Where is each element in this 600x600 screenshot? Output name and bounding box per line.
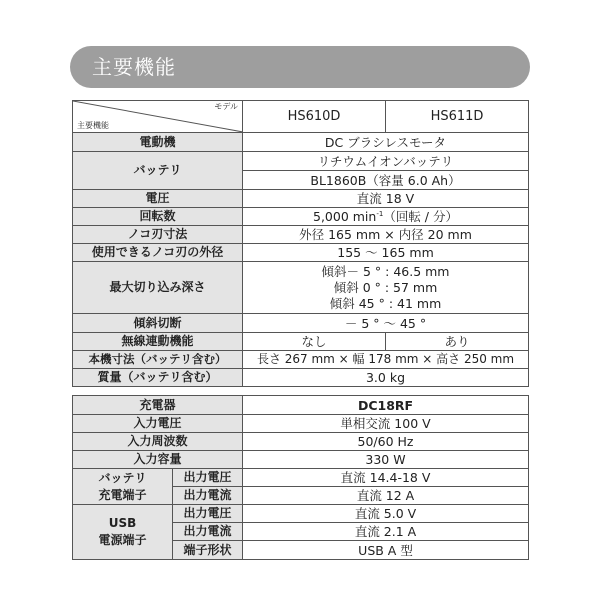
charger-table	[72, 395, 529, 560]
mass-value: 3.0 kg	[243, 369, 529, 387]
table-row	[73, 351, 529, 369]
usb-out-current-value: 直流 2.1 A	[243, 523, 529, 541]
table-row	[73, 262, 529, 314]
cut-depth-0: 傾斜 0 ° : 57 mm	[333, 279, 438, 295]
section-banner	[70, 46, 530, 88]
battery-terminal-line2: 充電端子	[98, 487, 147, 502]
bevel-label: 傾斜切断	[73, 314, 243, 333]
battery-value-type: リチウムイオンバッテリ	[243, 152, 529, 171]
model-hs610d: HS610D	[243, 101, 386, 133]
table-row	[73, 244, 529, 262]
cut-depth-minus5: 傾斜－ 5 ° : 46.5 mm	[321, 263, 450, 279]
model-hs611d: HS611D	[386, 101, 529, 133]
usb-out-voltage-label: 出力電圧	[173, 505, 243, 523]
speed-exponent: -1	[376, 209, 384, 218]
table-row	[73, 133, 529, 152]
blade-size-label: ノコ刃寸法	[73, 226, 243, 244]
usb-terminal-group-label	[73, 505, 173, 560]
section-title: 主要機能	[92, 55, 176, 79]
usb-shape-label: 端子形状	[173, 541, 243, 560]
dimensions-label: 本機寸法（バッテリ含む）	[73, 351, 243, 369]
header-row	[73, 101, 529, 133]
dimensions-value: 長さ 267 mm × 幅 178 mm × 高さ 250 mm	[243, 351, 529, 369]
table-row	[73, 469, 529, 487]
table-row	[73, 505, 529, 523]
battery-value-model: BL1860B（容量 6.0 Ah）	[243, 171, 529, 190]
table-row	[73, 396, 529, 415]
blade-diameter-label: 使用できるノコ刃の外径	[73, 244, 243, 262]
usb-terminal-line1: USB	[108, 516, 137, 530]
input-capacity-label: 入力容量	[73, 451, 243, 469]
motor-label: 電動機	[73, 133, 243, 152]
corner-header-cell	[73, 101, 243, 133]
voltage-label: 電圧	[73, 190, 243, 208]
bevel-value: － 5 ° ～ 45 °	[243, 314, 529, 333]
cut-depth-45: 傾斜 45 ° : 41 mm	[329, 295, 442, 311]
input-voltage-value: 単相交流 100 V	[243, 415, 529, 433]
wireless-label: 無線連動機能	[73, 333, 243, 351]
wireless-value-hs611d: あり	[386, 333, 529, 351]
input-voltage-label: 入力電圧	[73, 415, 243, 433]
table-row	[73, 333, 529, 351]
input-capacity-value: 330 W	[243, 451, 529, 469]
speed-number: 5,000 min	[313, 209, 377, 224]
blade-size-value: 外径 165 mm × 内径 20 mm	[243, 226, 529, 244]
battery-out-voltage-value: 直流 14.4-18 V	[243, 469, 529, 487]
mass-label: 質量（バッテリ含む）	[73, 369, 243, 387]
table-row	[73, 451, 529, 469]
input-frequency-label: 入力周波数	[73, 433, 243, 451]
function-header-label: 主要機能	[77, 121, 109, 130]
battery-label: バッテリ	[73, 152, 243, 190]
blade-diameter-value: 155 ～ 165 mm	[243, 244, 529, 262]
table-row	[73, 152, 529, 171]
motor-value: DC ブラシレスモータ	[243, 133, 529, 152]
input-frequency-value: 50/60 Hz	[243, 433, 529, 451]
usb-out-current-label: 出力電流	[173, 523, 243, 541]
voltage-value: 直流 18 V	[243, 190, 529, 208]
usb-terminal-line2: 電源端子	[98, 533, 147, 547]
table-row	[73, 226, 529, 244]
charger-value: DC18RF	[243, 396, 529, 415]
spec-table	[72, 100, 529, 387]
cut-depth-label: 最大切り込み深さ	[73, 262, 243, 314]
battery-out-current-label: 出力電流	[173, 487, 243, 505]
speed-label: 回転数	[73, 208, 243, 226]
usb-out-voltage-value: 直流 5.0 V	[243, 505, 529, 523]
table-row	[73, 208, 529, 226]
cut-depth-values	[243, 262, 529, 314]
speed-value	[243, 208, 529, 226]
table-row	[73, 433, 529, 451]
table-row	[73, 314, 529, 333]
charger-label: 充電器	[73, 396, 243, 415]
battery-terminal-line1: バッテリ	[98, 470, 147, 485]
table-row	[73, 415, 529, 433]
wireless-value-hs610d: なし	[243, 333, 386, 351]
model-header-label: モデル	[214, 102, 238, 111]
usb-shape-value: USB A 型	[243, 541, 529, 560]
battery-out-current-value: 直流 12 A	[243, 487, 529, 505]
table-row	[73, 369, 529, 387]
speed-unit: （回転 / 分）	[383, 209, 458, 224]
battery-terminal-group-label	[73, 469, 173, 505]
battery-out-voltage-label: 出力電圧	[173, 469, 243, 487]
table-row	[73, 190, 529, 208]
